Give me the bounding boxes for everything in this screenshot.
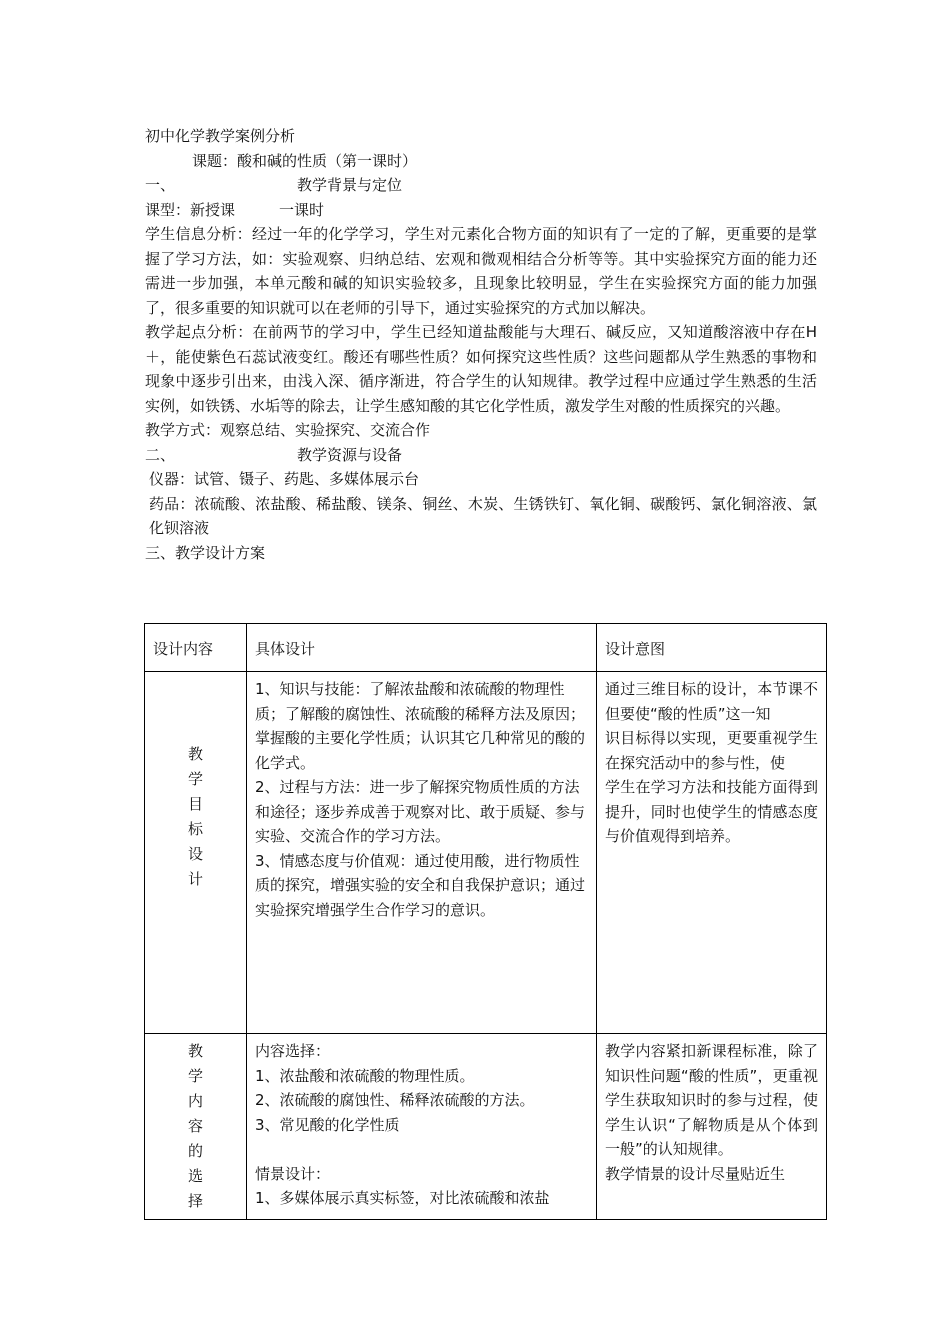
label-char: 学 <box>187 770 203 788</box>
label-char: 教 <box>187 1042 203 1060</box>
chemicals: 药品：浓硫酸、浓盐酸、稀盐酸、镁条、铜丝、木炭、生锈铁钉、氧化铜、碳酸钙、氯化铜溶液、氯化钡溶液 <box>149 494 817 537</box>
section-2-title: 教学资源与设备 <box>297 445 403 464</box>
label-char: 择 <box>187 1192 203 1210</box>
table-row <box>145 672 827 1034</box>
label-char: 的 <box>187 1142 203 1160</box>
header-design-intent: 设计意图 <box>597 624 827 672</box>
label-char: 计 <box>187 870 203 888</box>
design-item: 3、常见酸的化学性质 <box>255 1115 400 1134</box>
teaching-method: 教学方式：观察总结、实验探究、交流合作 <box>145 421 431 439</box>
content-design <box>247 1034 597 1220</box>
intent-item: 通过三维目标的设计，本节课不但要使“酸的性质”这一知 <box>605 680 818 723</box>
label-char: 教 <box>187 745 203 763</box>
design-item: 1、多媒体展示真实标签，对比浓硫酸和浓盐 <box>255 1189 550 1207</box>
start-analysis: 教学起点分析：在前两节的学习中，学生已经知道盐酸能与大理石、碱反应，又知道酸溶液中存在H＋，能使紫色石蕊试液变红。酸还有哪些性质？如何探究这些性质？这些问题都从学生熟悉的事物和现象中逐步引出来，由浅入深、循序渐进，符合学生的认知规律。教学过程中应通过学生熟悉的生活实例，如铁锈、水垢等的除去，让学生感知酸的其它化学性质，激发学生对酸的性质探究的兴趣。 <box>145 323 817 415</box>
intent-item: 教学情景的设计尽量贴近生 <box>605 1164 786 1183</box>
table-row <box>145 1034 827 1220</box>
lesson-type-line <box>145 198 817 223</box>
section-1-heading <box>145 173 817 198</box>
section-2-number: 二、 <box>145 445 176 464</box>
design-spacer <box>255 1137 588 1162</box>
design-item: 情景设计： <box>255 1164 331 1183</box>
label-char: 容 <box>187 1117 203 1135</box>
section-2-heading <box>145 443 817 468</box>
label-char: 学 <box>187 1067 203 1085</box>
document-body <box>145 124 817 565</box>
content-intent <box>597 1034 827 1220</box>
doc-title: 初中化学教学案例分析 <box>145 127 296 145</box>
section-1-title: 教学背景与定位 <box>297 176 403 194</box>
design-table <box>144 623 827 1220</box>
label-char: 内 <box>187 1092 203 1110</box>
header-design-content: 设计内容 <box>145 624 247 672</box>
row-label-content-selection <box>145 1034 247 1220</box>
objectives-intent <box>597 672 827 1034</box>
lesson-hours: 一课时 <box>279 200 325 219</box>
objectives-design <box>247 672 597 1034</box>
label-char: 设 <box>187 845 203 863</box>
label-char: 目 <box>187 795 203 813</box>
doc-topic: 课题：酸和碱的性质（第一课时） <box>192 151 418 170</box>
label-char: 选 <box>187 1167 203 1185</box>
label-char: 标 <box>187 820 203 838</box>
student-analysis: 学生信息分析：经过一年的化学学习，学生对元素化合物方面的知识有了一定的了解，更重要的是掌握了学习方法，如：实验观察、归纳总结、宏观和微观相结合分析等等。其中实验探究方面的能力还需进一步加强，本单元酸和碱的知识实验较多，且现象比较明显，学生在实验探究方面的能力加强了，很多重要的知识就可以在老师的引导下，通过实验探究的方式加以解决。 <box>145 225 817 317</box>
design-item: 1、浓盐酸和浓硫酸的物理性质。 <box>255 1066 475 1085</box>
design-item: 2、浓硫酸的腐蚀性、稀释浓硫酸的方法。 <box>255 1091 535 1109</box>
table-header-row <box>145 624 827 672</box>
lesson-type: 课型：新授课 <box>145 200 236 219</box>
instruments: 仪器：试管、镊子、药匙、多媒体展示台 <box>149 470 420 488</box>
design-item: 3、情感态度与价值观：通过使用酸，进行物质性质的探究，增强实验的安全和自我保护意识；通过实验探究增强学生合作学习的意识。 <box>255 851 586 919</box>
section-3-heading: 三、教学设计方案 <box>145 543 266 562</box>
row-label-objectives <box>145 672 247 1034</box>
intent-item: 教学内容紧扣新课程标准，除了知识性问题“酸的性质”，更重视学生获取知识时的参与过程，使学生认识“了解物质是从个体到一般”的认知规律。 <box>605 1042 818 1158</box>
design-item: 1、知识与技能：了解浓盐酸和浓硫酸的物理性质；了解酸的腐蚀性、浓硫酸的稀释方法及原因；掌握酸的主要化学性质；认识其它几种常见的酸的化学式。 <box>255 680 586 772</box>
design-item: 2、过程与方法：进一步了解探究物质性质的方法和途径；逐步养成善于观察对比、敢于质疑、参与实验、交流合作的学习方法。 <box>255 778 586 845</box>
header-specific-design: 具体设计 <box>247 624 597 672</box>
design-item: 内容选择： <box>255 1042 331 1060</box>
section-1-number: 一、 <box>145 176 176 194</box>
intent-item: 学生在学习方法和技能方面得到提升，同时也使学生的情感态度与价值观得到培养。 <box>605 778 818 845</box>
intent-item: 识目标得以实现，更要重视学生在探究活动中的参与性，使 <box>605 729 818 772</box>
